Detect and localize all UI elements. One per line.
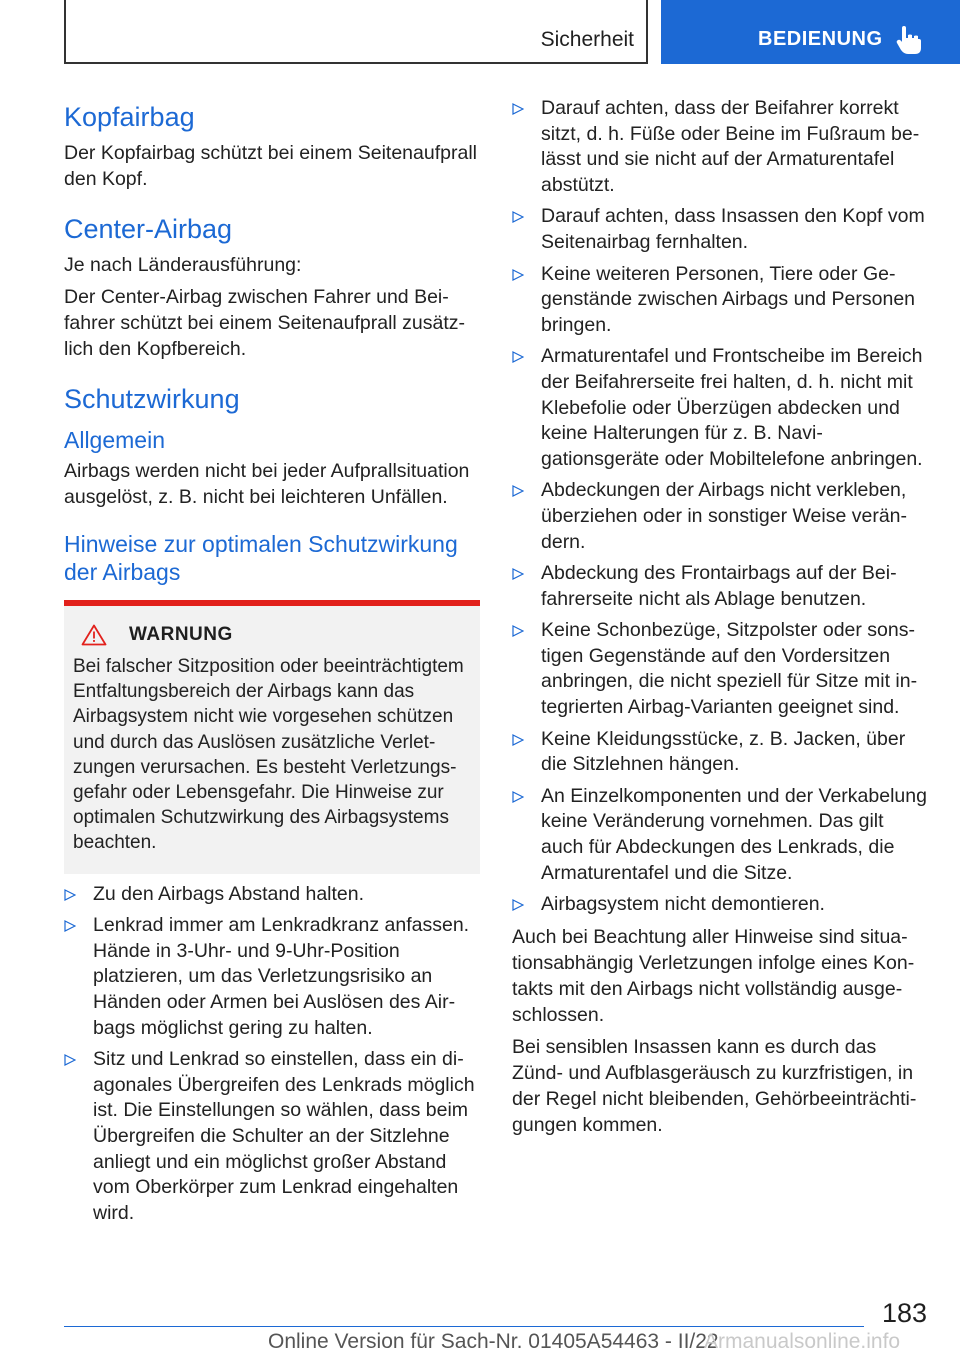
heading-allgemein: Allgemein: [64, 427, 165, 453]
list-item: [512, 204, 927, 255]
list-item-text: Abdeckung des Frontairbags auf der Beifahrerseite nicht als Ablage benutzen.: [541, 562, 897, 610]
hand-pointer-icon: [896, 26, 922, 54]
list-item-text: Darauf achten, dass der Beifahrer korrekt sitzt, d. h. Füße oder Beine im Fußraum belässt und sie nicht auf der Armaturentafel abstützt.: [541, 97, 920, 196]
heading-center-airbag: Center-Airbag: [64, 214, 233, 244]
heading-hinweise: Hinweise zur optimalen Schutzwirkung der Airbags: [64, 531, 458, 585]
triangle-bullet-icon: [64, 1054, 76, 1066]
right-bullet-list: [512, 96, 927, 918]
list-item-text: Keine Schonbezüge, Sitzpolster oder sonstigen Gegenstände auf den Vordersitzen anbringen, die nicht speziell für Sitze mit integrierten Airbag-Varianten geeignet sind.: [541, 619, 918, 719]
list-item-text: Lenkrad immer am Lenkradkranz anfassen. Hände in 3-Uhr- und 9-Uhr-Position platzieren, um das Verletzungsrisiko an Händen oder Armen bei Auslösen des Airbags möglichst gering zu halten.: [93, 914, 470, 1039]
warning-title: WARNUNG: [129, 624, 233, 645]
list-item: [512, 784, 927, 886]
list-item-text: Sitz und Lenkrad so einstellen, dass ein diagonales Übergreifen des Lenkrads möglich ist. Die Einstellungen so wählen, dass beim Übergreifen die Schulter an der Sitzlehne anliegt und ein möglichst großer Abstand vom Oberkörper zum Lenkrad eingehalten wird.: [93, 1048, 475, 1224]
list-item-text: Keine weiteren Personen, Tiere oder Gegenstände zwischen Airbags und Personen bringen.: [541, 262, 916, 336]
triangle-bullet-icon: [512, 734, 524, 746]
section-title: Sicherheit: [540, 28, 634, 51]
warning-text: Bei falscher Sitzposition oder beeinträchtigtem Entfaltungsbereich der Airbags kann das Airbagsystem nicht wie vorgesehen schützen und durch das Auslösen zusätzliche Verletzungen verursachen. Es besteht Verletzungsgefahr oder Lebensgefahr. Die Hinweise zur optimalen Schutzwirkung des Airbagsystems beachten.: [73, 656, 464, 854]
chapter-tab[interactable]: [661, 0, 960, 64]
left-column: [64, 96, 480, 1232]
triangle-bullet-icon: [64, 889, 76, 901]
warning-header: [81, 624, 472, 646]
list-item: [512, 262, 927, 339]
list-item-text: Abdeckungen der Airbags nicht verkleben, überziehen oder in sonstiger Weise verändern.: [541, 479, 908, 553]
footer-divider: [64, 1326, 864, 1327]
triangle-bullet-icon: [64, 920, 76, 932]
list-item-text: Airbagsystem nicht demontieren.: [541, 893, 825, 916]
right-column: [512, 96, 927, 1138]
triangle-bullet-icon: [512, 899, 524, 911]
footer-watermark: Armanualsonline.info: [704, 1330, 901, 1353]
list-item-text: Zu den Airbags Abstand halten.: [93, 882, 365, 905]
list-item-text: An Einzelkomponenten und der Verkabelung keine Veränderung vornehmen. Das gilt auch für Abdeckungen des Lenkrads, die Armaturentafel und die Sitze.: [541, 784, 927, 884]
footer-online-version: Online Version für Sach-Nr. 01405A54463 - II/22: [268, 1330, 719, 1353]
allgemein-text: Airbags werden nicht bei jeder Aufprallsituation ausgelöst, z. B. nicht bei leichteren Unfällen.: [64, 460, 470, 508]
page-number: 183: [881, 1298, 927, 1328]
warning-box: [64, 600, 480, 874]
triangle-bullet-icon: [512, 791, 524, 803]
closing-paragraph-2: Bei sensiblen Insassen kann es durch das Zünd- und Aufblasgeräusch zu kurzfristigen, in der Regel nicht bleibenden, Gehörbeeinträchtigungen kommen.: [512, 1035, 917, 1136]
kopfairbag-text: Der Kopfairbag schützt bei einem Seitenaufprall den Kopf.: [64, 142, 477, 190]
list-item-text: Armaturentafel und Frontscheibe im Bereich der Beifahrerseite frei halten, d. h. nicht mit Klebefolie oder Überzügen abdecken und keine Halterungen für z. B. Navigationsgeräte oder Mobiltelefone anbringen.: [541, 345, 923, 470]
list-item: [512, 344, 927, 472]
heading-kopfairbag: Kopfairbag: [64, 102, 195, 132]
list-item-text: Keine Kleidungsstücke, z. B. Jacken, über die Sitzlehnen hängen.: [541, 727, 906, 776]
center-airbag-text-2: Der Center-Airbag zwischen Fahrer und Beifahrer schützt bei einem Seitenaufprall zusätzlich den Kopfbereich.: [64, 286, 466, 360]
list-item: [512, 96, 927, 198]
list-item: [512, 618, 927, 720]
list-item: [64, 882, 480, 908]
closing-paragraphs: [512, 924, 927, 1138]
triangle-bullet-icon: [512, 485, 524, 497]
list-item: [512, 892, 927, 918]
closing-paragraph-1: Auch bei Beachtung aller Hinweise sind situationsabhängig Verletzungen infolge eines Kontakts mit den Airbags nicht vollständig ausgeschlossen.: [512, 925, 915, 1026]
center-airbag-text-1: Je nach Länderausführung:: [64, 254, 302, 276]
list-item: [512, 478, 927, 555]
list-item: [512, 561, 927, 612]
header-section-box: [64, 0, 648, 64]
triangle-bullet-icon: [512, 103, 524, 115]
list-item: [512, 727, 927, 778]
warning-triangle-icon: [81, 624, 107, 646]
triangle-bullet-icon: [512, 625, 524, 637]
triangle-bullet-icon: [512, 568, 524, 580]
chapter-tab-label: BEDIENUNG: [758, 28, 883, 50]
triangle-bullet-icon: [512, 269, 524, 281]
left-bullet-list: [64, 882, 480, 1227]
triangle-bullet-icon: [512, 351, 524, 363]
heading-schutzwirkung: Schutzwirkung: [64, 384, 240, 414]
list-item: [64, 913, 480, 1041]
list-item: [64, 1047, 480, 1226]
triangle-bullet-icon: [512, 211, 524, 223]
list-item-text: Darauf achten, dass Insassen den Kopf vom Seitenairbag fernhalten.: [541, 205, 925, 253]
